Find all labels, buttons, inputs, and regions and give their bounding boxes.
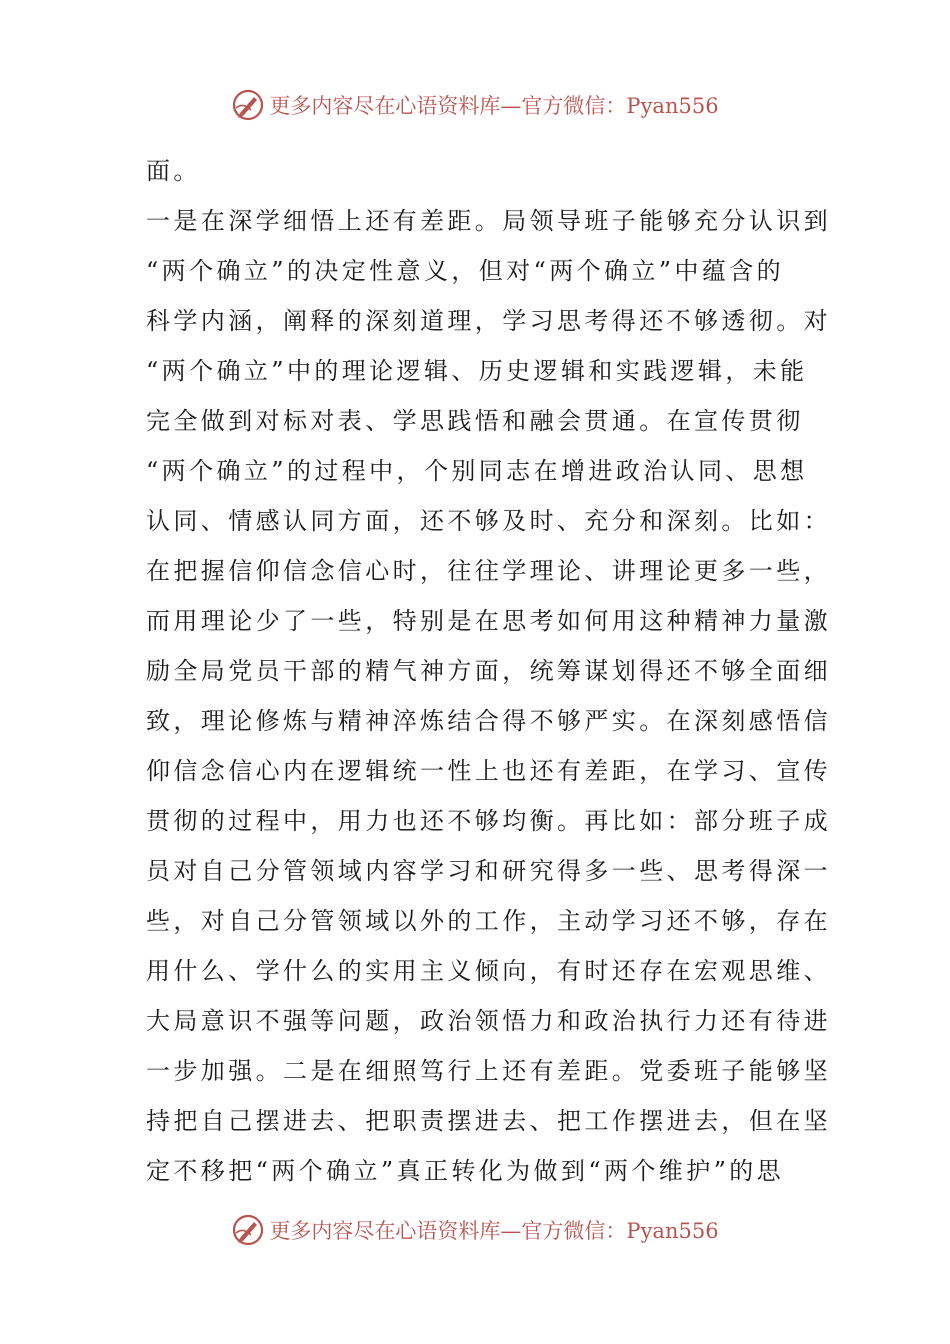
text-line: 而用理论少了一些，特别是在思考如何用这种精神力量激 xyxy=(146,607,831,635)
pen-logo-icon xyxy=(231,1213,265,1247)
text-line: 员对自己分管领域内容学习和研究得多一些、思考得深一 xyxy=(146,857,831,885)
text-line: 定不移把“两个确立”真正转化为做到“两个维护”的思 xyxy=(146,1157,785,1185)
pen-logo-icon xyxy=(231,88,265,122)
text-line: “两个确立”的过程中，个别同志在增进政治认同、思想 xyxy=(146,457,808,485)
text-line: 仰信念信心内在逻辑统一性上也还有差距，在学习、宣传 xyxy=(146,757,831,785)
text-line: 认同、情感认同方面，还不够及时、充分和深刻。比如： xyxy=(146,507,831,535)
text-line: 完全做到对标对表、学思践悟和融会贯通。在宣传贯彻 xyxy=(146,407,804,435)
header-banner-text: 更多内容尽在心语资料库—官方微信：Pyan556 xyxy=(269,94,719,118)
document-body xyxy=(146,146,831,1196)
footer-banner-text: 更多内容尽在心语资料库—官方微信：Pyan556 xyxy=(269,1219,719,1243)
text-line: 些，对自己分管领域以外的工作，主动学习还不够，存在 xyxy=(146,907,831,935)
text-line: 在把握信仰信念信心时，往往学理论、讲理论更多一些， xyxy=(146,557,831,585)
text-line: 致，理论修炼与精神淬炼结合得不够严实。在深刻感悟信 xyxy=(146,707,831,735)
text-line: “两个确立”中的理论逻辑、历史逻辑和实践逻辑，未能 xyxy=(146,357,808,385)
text-line: 一步加强。二是在细照笃行上还有差距。党委班子能够坚 xyxy=(146,1057,831,1085)
text-line: 一是在深学细悟上还有差距。局领导班子能够充分认识到 xyxy=(146,207,831,235)
text-line: “两个确立”的决定性意义，但对“两个确立”中蕴含的 xyxy=(146,257,785,285)
text-line: 面。 xyxy=(146,157,201,185)
footer-banner xyxy=(0,1210,950,1250)
text-line: 励全局党员干部的精气神方面，统筹谋划得还不够全面细 xyxy=(146,657,831,685)
text-line: 持把自己摆进去、把职责摆进去、把工作摆进去，但在坚 xyxy=(146,1107,831,1135)
text-line: 用什么、学什么的实用主义倾向，有时还存在宏观思维、 xyxy=(146,957,831,985)
text-line: 贯彻的过程中，用力也还不够均衡。再比如：部分班子成 xyxy=(146,807,831,835)
text-line: 科学内涵，阐释的深刻道理，学习思考得还不够透彻。对 xyxy=(146,307,831,335)
text-line: 大局意识不强等问题，政治领悟力和政治执行力还有待进 xyxy=(146,1007,831,1035)
header-banner xyxy=(0,85,950,125)
